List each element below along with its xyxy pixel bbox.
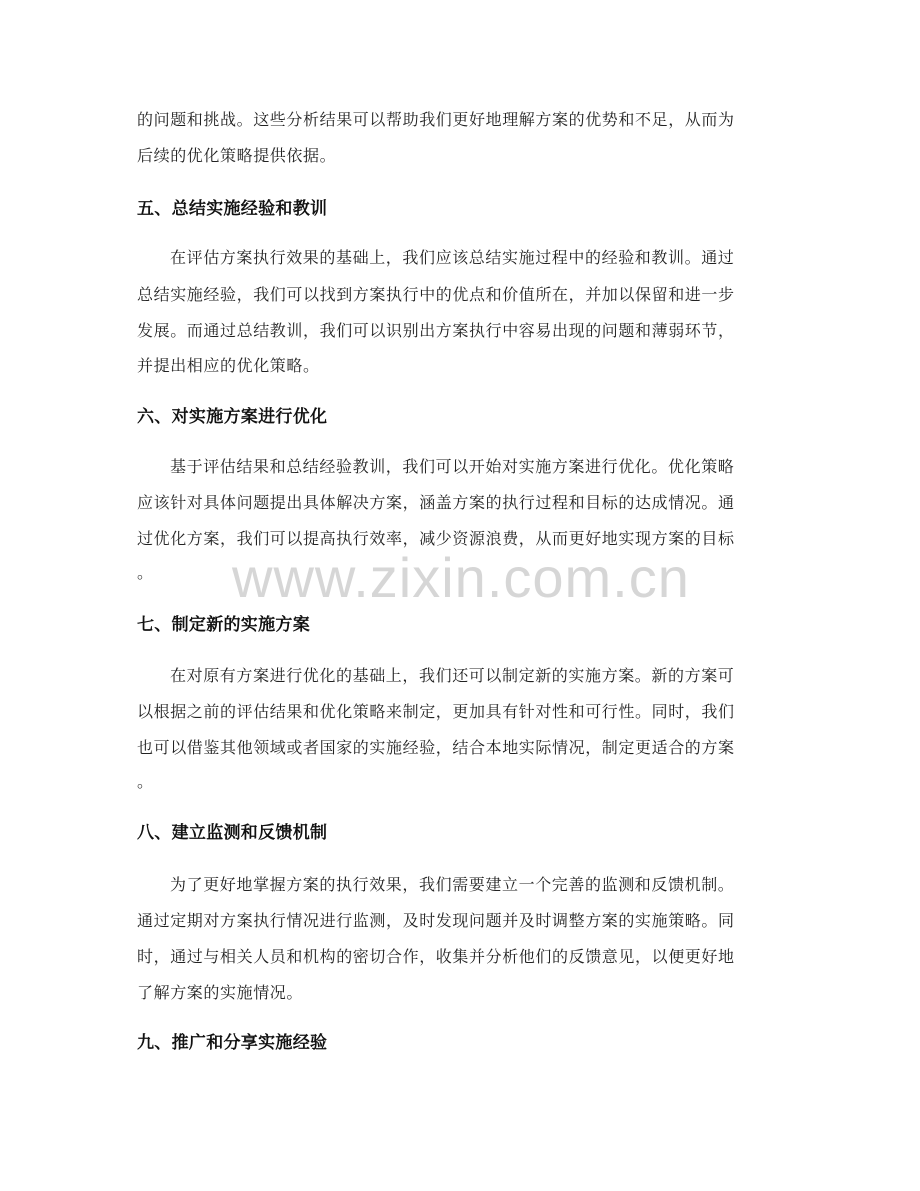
paragraph-line: 在对原有方案进行优化的基础上，我们还可以制定新的实施方案。新的方案可: [170, 666, 735, 685]
paragraph-line: 也可以借鉴其他领域或者国家的实施经验，结合本地实际情况，制定更适合的方案: [137, 738, 735, 757]
section-heading: 八、建立监测和反馈机制: [137, 823, 328, 843]
paragraph-line: 以根据之前的评估结果和优化策略来制定，更加具有针对性和可行性。同时，我们: [137, 702, 735, 721]
paragraph-line: 了解方案的实施情况。: [137, 983, 304, 1002]
watermark: www.zixin.com.cn: [232, 546, 690, 609]
paragraph-line: 时，通过与相关人员和机构的密切合作，收集并分析他们的反馈意见，以便更好地: [137, 947, 735, 966]
paragraph-line: 。: [137, 772, 154, 791]
paragraph-line: 过优化方案，我们可以提高执行效率，减少资源浪费，从而更好地实现方案的目标: [137, 529, 735, 548]
paragraph-line: 应该针对具体问题提出具体解决方案，涵盖方案的执行过程和目标的达成情况。通: [137, 493, 735, 512]
paragraph-line: 。: [137, 563, 154, 582]
section-heading: 六、对实施方案进行优化: [137, 407, 328, 427]
paragraph-line: 发展。而通过总结教训，我们可以识别出方案执行中容易出现的问题和薄弱环节，: [137, 321, 735, 340]
paragraph-line: 并提出相应的优化策略。: [137, 356, 320, 375]
paragraph-line: 在评估方案执行效果的基础上，我们应该总结实施过程中的经验和教训。通过: [170, 248, 735, 267]
paragraph-line: 通过定期对方案执行情况进行监测，及时发现问题并及时调整方案的实施策略。同: [137, 911, 735, 930]
paragraph-line: 的问题和挑战。这些分析结果可以帮助我们更好地理解方案的优势和不足，从而为: [137, 110, 735, 129]
paragraph-line: 为了更好地掌握方案的执行效果，我们需要建立一个完善的监测和反馈机制。: [170, 875, 735, 894]
section-heading: 五、总结实施经验和教训: [137, 199, 328, 219]
section-heading: 七、制定新的实施方案: [137, 615, 310, 635]
paragraph-line: 基于评估结果和总结经验教训，我们可以开始对实施方案进行优化。优化策略: [170, 457, 735, 476]
paragraph-line: 后续的优化策略提供依据。: [137, 146, 337, 165]
section-heading: 九、推广和分享实施经验: [137, 1033, 328, 1053]
paragraph-line: 总结实施经验，我们可以找到方案执行中的优点和价值所在，并加以保留和进一步: [137, 285, 735, 304]
